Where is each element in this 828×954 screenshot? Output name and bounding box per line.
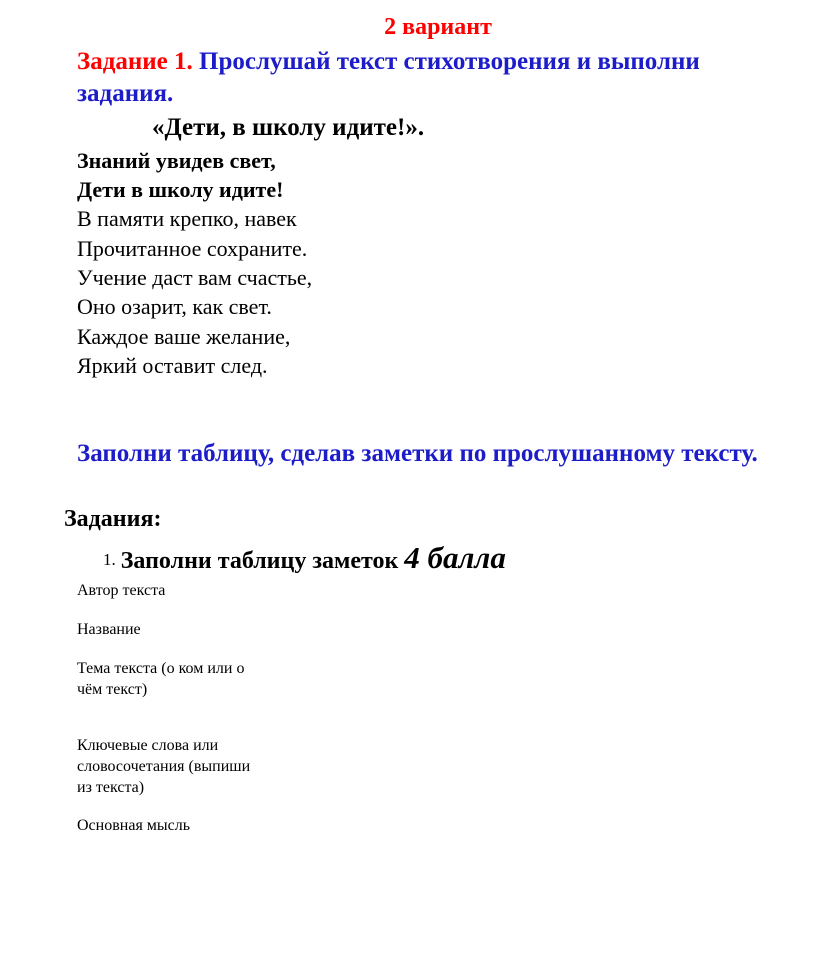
task-item-points: 4 балла bbox=[404, 540, 506, 575]
poem-line: В памяти крепко, навек bbox=[77, 206, 297, 231]
notes-row-label: Название bbox=[77, 621, 141, 638]
poem-line: Учение даст вам счастье, bbox=[77, 265, 313, 290]
notes-row-label: Автор текста bbox=[77, 582, 166, 599]
fill-table-instruction: Заполни таблицу, сделав заметки по прослушанному тексту. bbox=[77, 440, 758, 467]
task-item-number: 1. bbox=[103, 550, 116, 569]
task1-instruction: Прослушай текст стихотворения и выполни задания. bbox=[77, 48, 700, 107]
task-item bbox=[103, 540, 506, 576]
poem-line: Оно озарит, как свет. bbox=[77, 294, 272, 319]
tasks-heading: Задания: bbox=[64, 506, 162, 532]
poem-line: Каждое ваше желание, bbox=[77, 324, 291, 349]
poem-line: Прочитанное сохраните. bbox=[77, 236, 308, 261]
poem-line: Яркий оставит след. bbox=[77, 353, 268, 378]
poem-line: Дети в школу идите! bbox=[77, 177, 284, 202]
notes-row-label: Основная мысль bbox=[77, 817, 191, 834]
task1-label: Задание 1. bbox=[77, 48, 193, 75]
poem-title: «Дети, в школу идите!». bbox=[152, 114, 425, 141]
notes-row-label: Тема текста (о ком или о чём текст) bbox=[77, 660, 245, 698]
task-item-text: Заполни таблицу заметок bbox=[120, 548, 399, 574]
poem-line: Знаний увидев свет, bbox=[77, 148, 276, 173]
task1-heading bbox=[77, 46, 797, 110]
notes-row-label: Ключевые слова или словосочетания (выпиши из текста) bbox=[77, 737, 251, 796]
variant-title: 2 вариант bbox=[384, 14, 492, 40]
